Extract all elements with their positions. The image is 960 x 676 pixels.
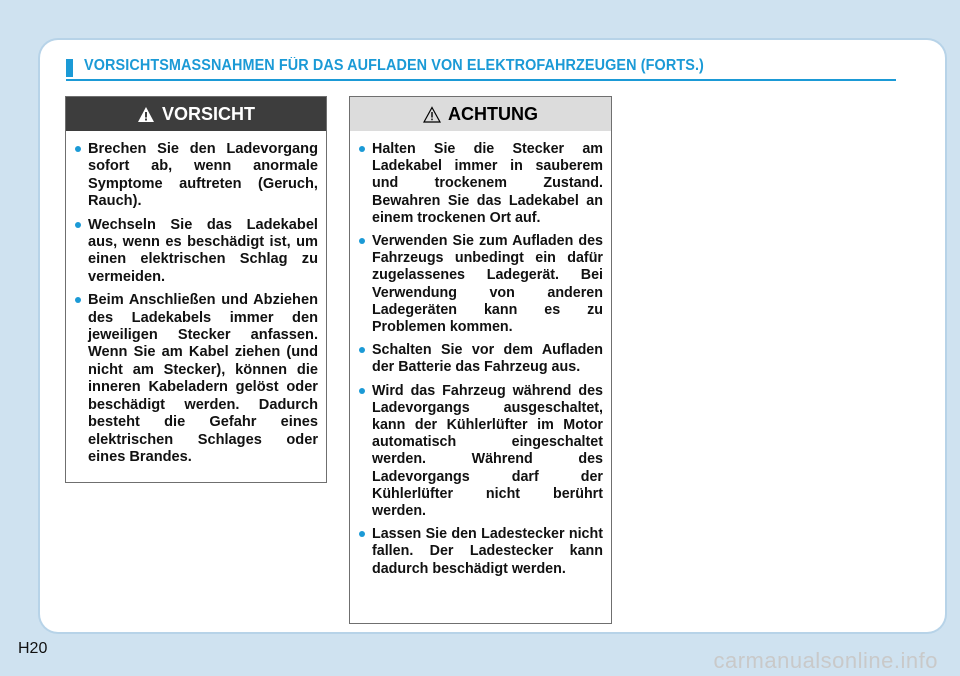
list-item: Beim Anschließen und Abziehen des Ladekabels immer den jeweiligen Stecker anfassen. Wenn Sie am Kabel ziehen (und nicht am Stecker), können die inneren Kabeladern gelöst oder beschädigt werden. Dadurch besteht die Gefahr eines elektrischen Schlages oder eines Brandes. [74, 292, 318, 466]
warning-triangle-icon [137, 106, 155, 123]
list-item: Schalten Sie vor dem Aufladen der Batterie das Fahrzeug aus. [358, 342, 603, 376]
section-title: VORSICHTSMASSNAHMEN FÜR DAS AUFLADEN VON ELEKTROFAHRZEUGEN (FORTS.) [84, 57, 704, 74]
notice-box-header [350, 97, 611, 131]
caution-heading: VORSICHT [161, 103, 255, 124]
watermark: carmanualsonline.info [713, 648, 938, 673]
caution-list [66, 131, 326, 466]
list-item: Brechen Sie den Ladevorgang sofort ab, wenn anormale Symptome auftreten (Geruch, Rauch). [74, 141, 318, 211]
notice-heading: ACHTUNG [448, 103, 538, 124]
section-header [66, 57, 896, 81]
caution-box-header [66, 97, 326, 131]
warning-triangle-outline-icon [423, 106, 441, 123]
list-item: Verwenden Sie zum Aufladen des Fahrzeugs unbedingt ein dafür zugelassenes Ladegerät. Bei Verwendung von anderen Ladegeräten kann es zu Problemen kommen. [358, 233, 603, 336]
list-item: Halten Sie die Stecker am Ladekabel immer in sauberem und trockenem Zustand. Bewahren Sie das Ladekabel an einem trockenen Ort auf. [358, 141, 603, 227]
notice-box [349, 96, 612, 624]
list-item: Lassen Sie den Ladestecker nicht fallen. Der Ladestecker kann dadurch beschädigt werden. [358, 526, 603, 578]
list-item: Wechseln Sie das Ladekabel aus, wenn es beschädigt ist, um einen elektrischen Schlag zu vermeiden. [74, 217, 318, 287]
page-number: H20 [18, 640, 48, 657]
section-accent-bar [66, 59, 73, 77]
caution-box [65, 96, 327, 483]
notice-list [350, 131, 611, 578]
list-item: Wird das Fahrzeug während des Ladevorgangs ausgeschaltet, kann der Kühlerlüfter im Motor automatisch eingeschaltet werden. Während des Ladevorgangs darf der Kühlerlüfter nicht berührt werden. [358, 383, 603, 521]
